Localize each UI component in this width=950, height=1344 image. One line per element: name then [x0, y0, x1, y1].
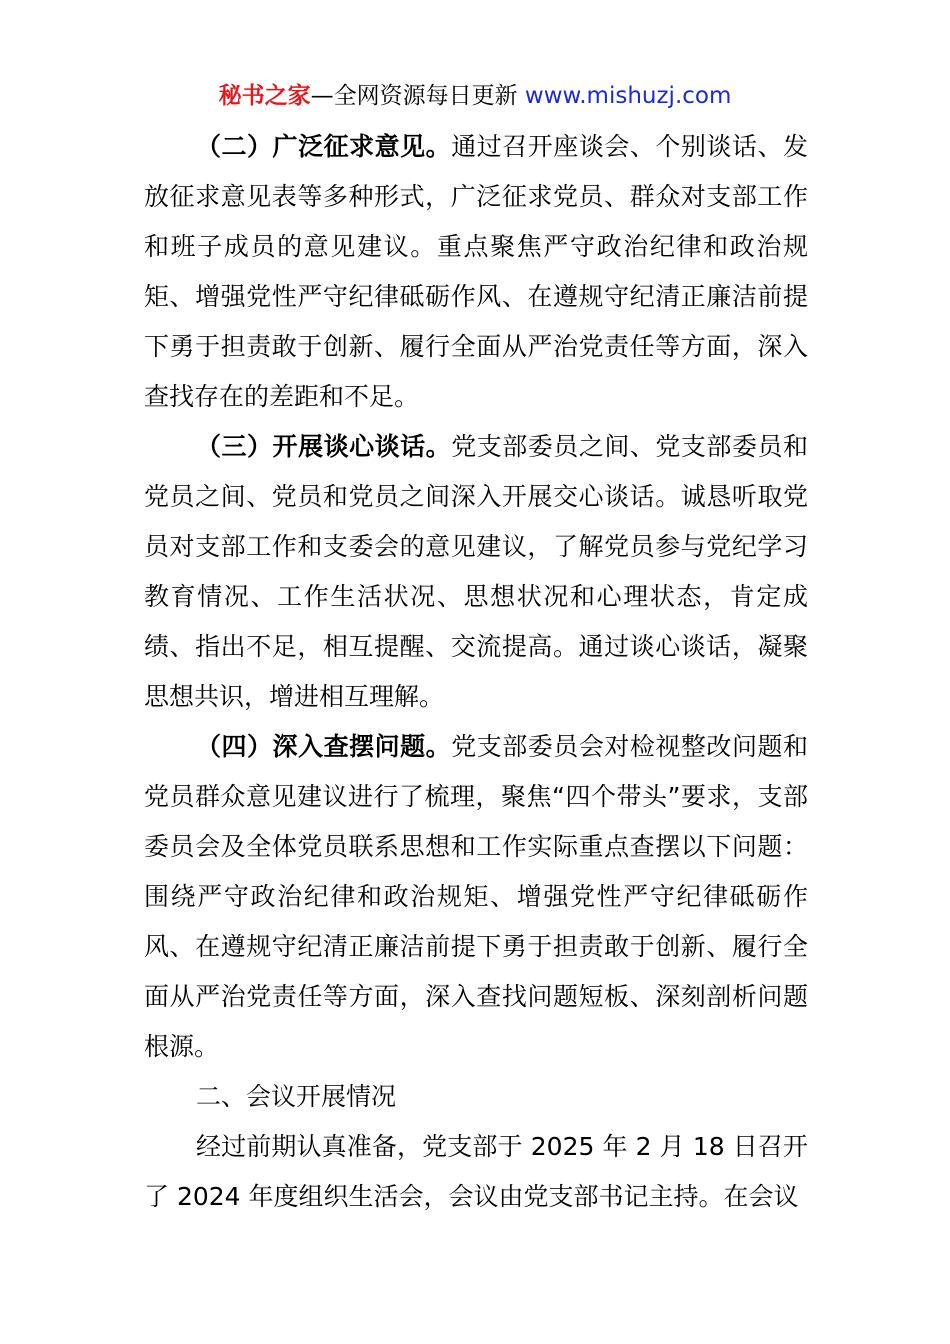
paragraph-heading: （四）深入查摆问题。 [196, 732, 452, 761]
paragraph-meeting-intro [144, 1122, 808, 1222]
document-body [144, 122, 808, 1222]
paragraph-text: 党支部委员会对检视整改问题和党员群众意见建议进行了梳理，聚焦“四个带头”要求，支部委员会及全体党员联系思想和工作实际重点查摆以下问题：围绕严守政治纪律和政治规矩、增强党性严守纪律砥砺作风、在遵规守纪清正廉洁前提下勇于担责敢于创新、履行全面从严治党责任等方面，深入查找问题短板、深刻剖析问题根源。 [144, 732, 808, 1061]
paragraph-heading: （三）开展谈心谈话。 [196, 432, 452, 461]
paragraph-heading: （二）广泛征求意见。 [196, 132, 452, 161]
site-header [0, 78, 950, 114]
paragraph-heart-talks [144, 422, 808, 722]
paragraph-solicit-opinions [144, 122, 808, 422]
section-heading-meeting [144, 1072, 808, 1122]
header-tagline: —全网资源每日更新 [310, 83, 518, 109]
brand-name: 秘书之家 [218, 83, 311, 109]
paragraph-text: 党支部委员之间、党支部委员和党员之间、党员和党员之间深入开展交心谈话。诚恳听取党员对支部工作和支委会的意见建议，了解党员参与党纪学习教育情况、工作生活状况、思想状况和心理状态，肯定成绩、指出不足，相互提醒、交流提高。通过谈心谈话，凝聚思想共识，增进相互理解。 [144, 432, 808, 711]
section-heading-text: 二、会议开展情况 [196, 1082, 397, 1111]
site-url-link[interactable]: www.mishuzj.com [524, 83, 732, 109]
paragraph-text: 经过前期认真准备，党支部于 2025 年 2 月 18 日召开了 2024 年度组织生活会，会议由党支部书记主持。在会议 [144, 1132, 808, 1211]
paragraph-identify-problems [144, 722, 808, 1072]
paragraph-text: 通过召开座谈会、个别谈话、发放征求意见表等多种形式，广泛征求党员、群众对支部工作和班子成员的意见建议。重点聚焦严守政治纪律和政治规矩、增强党性严守纪律砥砺作风、在遵规守纪清正廉洁前提下勇于担责敢于创新、履行全面从严治党责任等方面，深入查找存在的差距和不足。 [144, 132, 808, 411]
